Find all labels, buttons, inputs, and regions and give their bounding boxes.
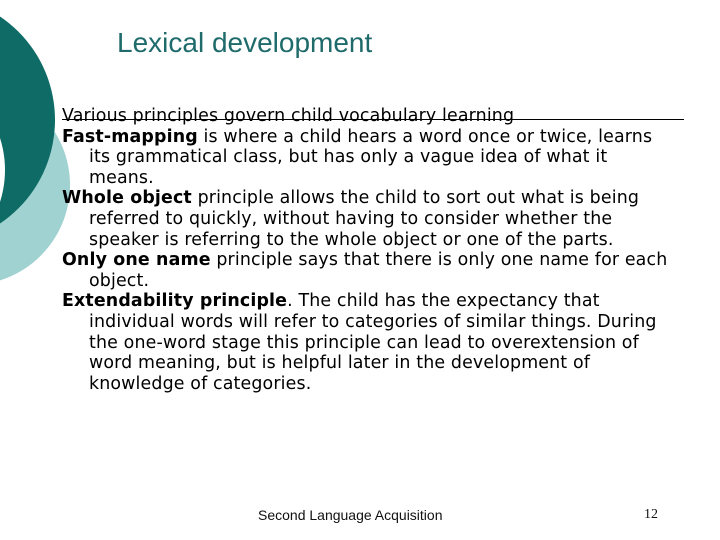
point-fast-mapping	[62, 127, 674, 189]
footer-title: Second Language Acquisition	[258, 507, 443, 523]
intro-text: Various principles govern child vocabulary learning	[62, 106, 515, 126]
point-text: principle says that there is only one name for each object.	[89, 250, 668, 291]
point-whole-object	[62, 188, 674, 250]
slide-footer	[0, 507, 720, 527]
point-text: is where a child hears a word once or twice, learns its grammatical class, but has only a vague idea of what it means.	[89, 126, 653, 188]
point-term: Whole object	[62, 188, 192, 209]
slide-body	[62, 106, 674, 394]
point-term: Only one name	[62, 250, 211, 271]
slide-title: Lexical development	[117, 27, 373, 58]
point-term: Extendability principle	[62, 291, 288, 312]
point-term: Fast-mapping	[62, 126, 198, 147]
point-only-one-name	[62, 250, 674, 291]
point-extendability	[62, 291, 674, 394]
point-text: principle allows the child to sort out what is being referred to quickly, without having to consider whether the speaker is referring to the whole object or one of the parts.	[89, 188, 640, 250]
point-text: . The child has the expectancy that individual words will refer to categories of similar things. During the one-word stage this principle can lead to overextension of word meaning, but is helpful later in the development of knowledge of categories.	[89, 291, 657, 394]
page-number: 12	[644, 507, 658, 522]
